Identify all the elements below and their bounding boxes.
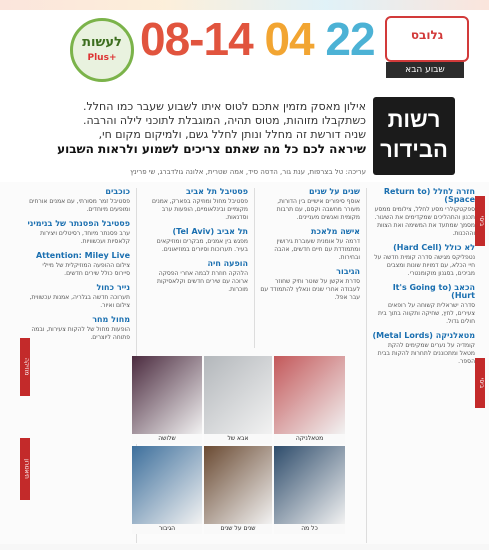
item-right-4 bbox=[372, 332, 475, 366]
item-left-1-title: כוכבים bbox=[105, 188, 130, 196]
logo-left-title: לעשות bbox=[82, 35, 122, 50]
photo-caption: שנים על שנים bbox=[204, 524, 272, 534]
column-divider bbox=[366, 188, 367, 543]
item-left-4-title: נייר כחול bbox=[96, 283, 130, 292]
item-right-2 bbox=[372, 244, 475, 278]
column-right bbox=[372, 188, 475, 543]
item-right-4-text: קומדיה על נערים שמקימים להקת מטאל ומתכוננים לתחרות להקות בבית הספר. bbox=[377, 342, 475, 365]
item-right-3-text: סדרה ישראלית קשוחה על רופאים צעירים, לחץ, שחיקה ותקווה בתוך בית חולים גדול. bbox=[377, 302, 475, 325]
photo-fill bbox=[274, 446, 345, 524]
photo-fill bbox=[204, 356, 272, 434]
photo-caption: כל מה bbox=[274, 524, 345, 534]
item-right-3 bbox=[372, 284, 475, 326]
color-ribbon bbox=[0, 0, 489, 10]
item-midright-2-title: אישה מלאכת bbox=[311, 227, 360, 236]
item-left-2-text: ערב פסנתר מיוחד, רסיטלים ויצירות קלאסיות ועכשוויות. bbox=[40, 230, 130, 245]
photo-caption: שלושה bbox=[132, 434, 202, 444]
photo-fill bbox=[132, 446, 202, 524]
photo-grid bbox=[132, 356, 345, 534]
date-part-1: 08-14 bbox=[140, 13, 253, 65]
item-midright-3-title: הגיבור bbox=[336, 267, 360, 276]
side-tag: ביסי bbox=[475, 358, 485, 408]
badge-line-2: הבידור bbox=[380, 137, 448, 162]
logo-right bbox=[385, 16, 469, 62]
photo-fill bbox=[132, 356, 202, 434]
item-midleft-3 bbox=[142, 260, 248, 294]
item-right-1-text: ספקטקולרי מסע לחלל, צילומים ממסע תכנון והתהליכים שמקדימים את השיגור. מסמך שמתעד את המשימה ואת הצוות וההכנות. bbox=[374, 206, 475, 237]
photo bbox=[274, 446, 345, 534]
item-right-4-title: מטאלניקה (Metal Lords) bbox=[372, 331, 475, 340]
column-left bbox=[26, 188, 130, 543]
column-mid-left bbox=[142, 188, 248, 348]
item-left-5-title: מחול מחר bbox=[92, 315, 130, 324]
item-left-2-title: פסטיבל הפסנתר של בנימיני bbox=[27, 219, 130, 228]
side-tag: ביסי bbox=[475, 196, 485, 246]
column-divider bbox=[254, 188, 255, 348]
item-right-2-title: לא כולל (Hard Cell) bbox=[393, 243, 475, 252]
column-mid-right bbox=[260, 188, 360, 348]
item-midleft-1-text: פסטיבל מחול ומוזיקה בפארק, אמנים מקומיים ובינלאומיים, הופעות ערב וסדנאות. bbox=[152, 198, 248, 221]
photo-caption: מטאלניקה bbox=[274, 434, 345, 444]
lead-line-3: שניה דורשת זה מחלל ונותן לחלל גשם, ולמיקום מקום חי, bbox=[98, 128, 366, 141]
photo bbox=[204, 356, 272, 444]
item-midleft-2-title: תל אביב (Tel Aviv) bbox=[172, 227, 248, 236]
item-midleft-3-title: הופעה חיה bbox=[207, 259, 248, 268]
bottom-band bbox=[0, 544, 489, 550]
item-midleft-1-title: פסטיבל תל אביב bbox=[185, 188, 248, 196]
item-left-1-text: פסטיבל זמר מסורתי, עם אמנים אורחים ומופעים מיוחדים. bbox=[29, 198, 130, 213]
item-midright-3-text: סדרת אקשן על שוטר ותיק שחוזר לעבודה אחרי שנים ונאלץ להתמודד עם עבר אפל. bbox=[260, 278, 360, 301]
item-midright-2 bbox=[260, 228, 360, 262]
section-badge bbox=[373, 97, 455, 175]
header bbox=[0, 0, 489, 92]
item-left-4 bbox=[26, 284, 130, 310]
photo-caption: אבא של bbox=[204, 434, 272, 444]
item-right-2-text: נטפליקס מגישה סדרה קומית חדשה על חיי הכלא, עם דמויות שונות ומצבים מביכים, בסגנון מוקומנטרי. bbox=[374, 254, 475, 277]
item-midleft-2 bbox=[142, 228, 248, 254]
item-right-3-title: הכאב (It's Going to Hurt) bbox=[392, 283, 475, 300]
item-right-1 bbox=[372, 188, 475, 238]
item-left-4-text: תערוכה חדשה בגלריה, אמנות עכשווית, צילום ואיור. bbox=[29, 294, 130, 309]
date-range bbox=[140, 10, 375, 68]
item-midright-1 bbox=[260, 188, 360, 222]
item-midleft-3-text: הלהקה חוזרת לבמה אחרי הפסקה ארוכה עם שירים חדשים וקלאסיקות מוכרות. bbox=[157, 270, 248, 293]
item-left-5 bbox=[26, 316, 130, 342]
photo bbox=[274, 356, 345, 444]
photo bbox=[132, 356, 202, 444]
item-midright-2-text: דרמה על אומנית שעוברת גירושין ומתמודדת עם חיים חדשים, אהבה ובחירות. bbox=[274, 238, 360, 261]
lead-line-2: כשתקבלו מזוהות, מטוס תהיה, המוגבלת לתוכני לילה והרבה. bbox=[83, 114, 366, 127]
photo bbox=[132, 446, 202, 534]
item-left-3-text: צילום ההופעה המוזיקלית של מיילי סיירוס כולל שירים חדשים. bbox=[42, 262, 130, 277]
side-tag: תיאטרון bbox=[20, 438, 30, 500]
item-midright-3 bbox=[260, 268, 360, 302]
side-tag: מוזיקה bbox=[20, 338, 30, 396]
logo-right-text: גלובס bbox=[410, 28, 444, 42]
logo-left bbox=[70, 18, 134, 82]
lead-paragraph bbox=[40, 100, 366, 156]
lead-line-4: שיראה לכם כל מה שאתם צריכים לשמוע ולראות השבוע bbox=[57, 142, 366, 156]
item-midleft-2-text: מפגש בין אמנים, מבקרים ומוזיקאים בעיר. תערוכות וסיורים במוזיאונים. bbox=[156, 238, 248, 253]
stamp-label: שבוע הבא bbox=[386, 62, 464, 78]
date-part-3: 22 bbox=[325, 13, 375, 65]
byline: עריכה: טל בצרפות, ענת גור, הדסה סיד, אמה שטרית, אלונה גולדברג, שי פרינץ bbox=[130, 168, 366, 176]
item-left-3-title: Attention: Miley Live bbox=[35, 251, 130, 260]
item-midright-1-text: אוסף סיפורים אישיים בין הדורות, מעורר מחשבה וקסם, עם תרבות מקומית ואנשים מעניינים. bbox=[276, 198, 360, 221]
item-right-1-title: חזרה לחלל (Return to Space) bbox=[383, 188, 475, 204]
badge-line-1: רשות bbox=[387, 107, 441, 132]
date-part-2: 04 bbox=[264, 13, 314, 65]
item-midleft-1 bbox=[142, 188, 248, 222]
item-left-1 bbox=[26, 188, 130, 214]
logo-left-sub: Plus+ bbox=[87, 53, 117, 63]
item-left-5-text: הופעות מחול של להקות צעירות, ובמה פתוחה ליוצרים. bbox=[31, 326, 130, 341]
photo-fill bbox=[204, 446, 272, 524]
item-left-2 bbox=[26, 220, 130, 246]
item-left-3 bbox=[26, 252, 130, 278]
item-midright-1-title: שנים על שנים bbox=[309, 188, 360, 196]
photo bbox=[204, 446, 272, 534]
photo-caption: הגיבור bbox=[132, 524, 202, 534]
photo-fill bbox=[274, 356, 345, 434]
lead-line-1: אילון מאסק מזמין אתכם לטוס איתו לשבוע שעבר כמו החלל. bbox=[83, 100, 366, 113]
